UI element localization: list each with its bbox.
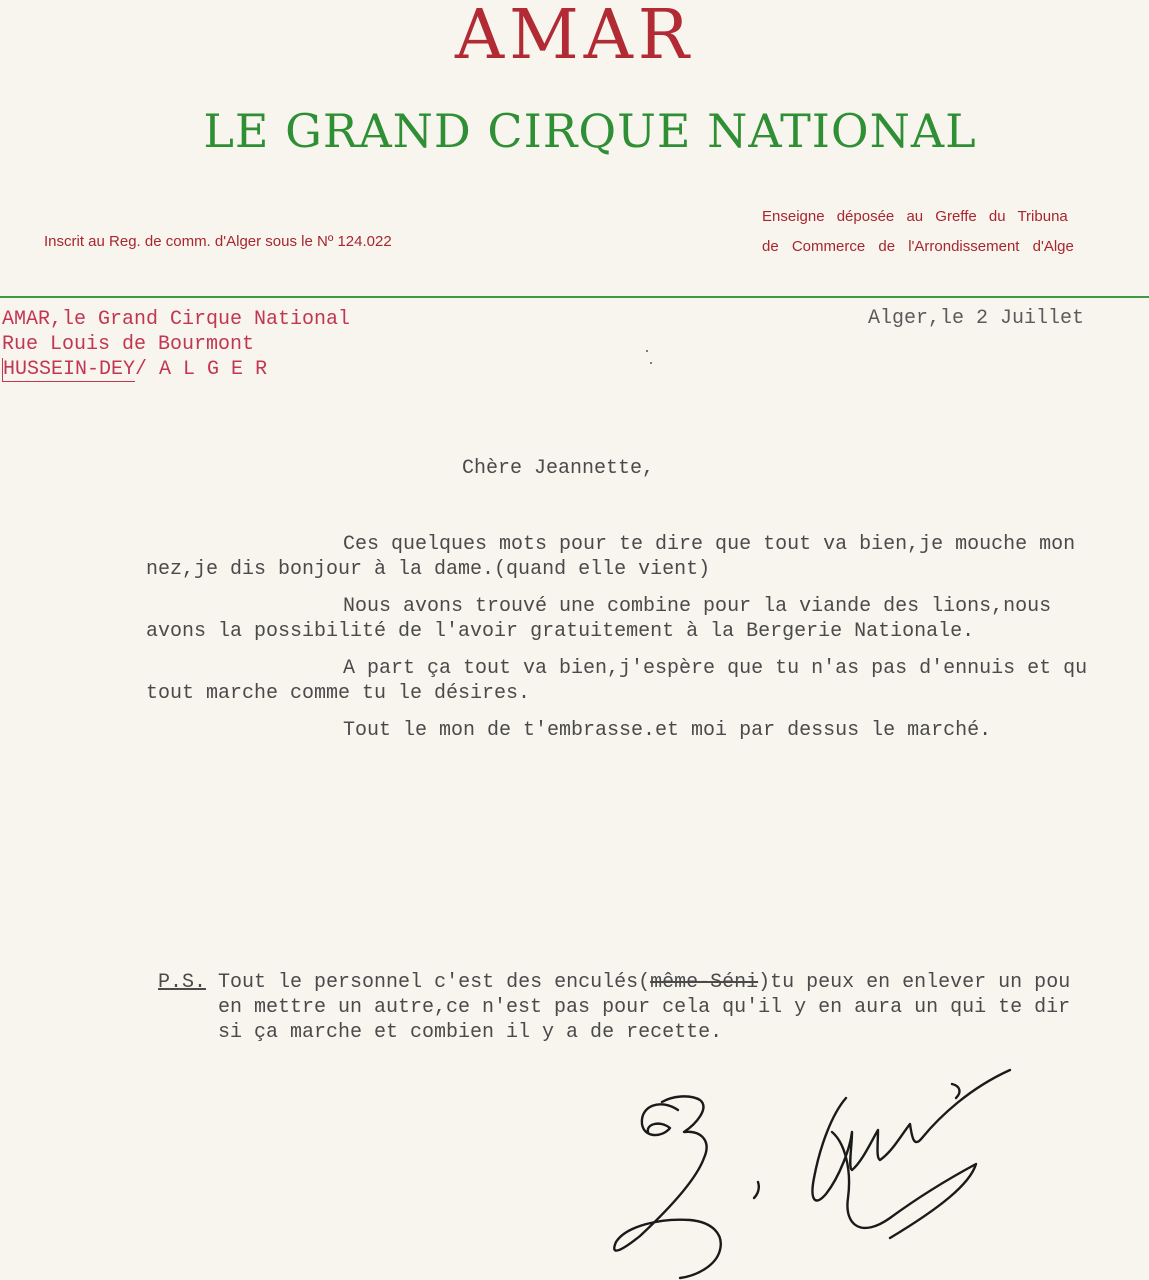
sender-line-2: Rue Louis de Bourmont bbox=[2, 333, 255, 356]
trademark-line-2: de Commerce de l'Arrondissement d'Alge bbox=[762, 238, 1074, 255]
salutation: Chère Jeannette, bbox=[462, 457, 655, 480]
letterhead-brand: AMAR bbox=[454, 0, 695, 75]
letterhead-subtitle: LE GRAND CIRQUE NATIONAL bbox=[203, 104, 977, 158]
body-line-2: nez,je dis bonjour à la dame.(quand elle vient) bbox=[146, 558, 711, 581]
handwritten-signature-icon bbox=[600, 1058, 1040, 1280]
letter-date: Alger,le 2 Juillet bbox=[868, 307, 1085, 330]
body-line-4: avons la possibilité de l'avoir gratuitement à la Bergerie Nationale. bbox=[146, 620, 975, 643]
registration-note: Inscrit au Reg. de comm. d'Alger sous le Nº 124.022 bbox=[44, 233, 392, 250]
sender-district: HUSSEIN-DEY bbox=[3, 358, 136, 381]
header-divider bbox=[0, 296, 1149, 298]
sender-address bbox=[2, 307, 350, 382]
body-line-5: A part ça tout va bien,j'espère que tu n'as pas d'ennuis et qu bbox=[343, 657, 1088, 680]
postscript-line-2: en mettre un autre,ce n'est pas pour cela qu'il y en aura un qui te dir bbox=[218, 996, 1071, 1019]
body-line-6: tout marche comme tu le désires. bbox=[146, 682, 531, 705]
paper-speck bbox=[650, 362, 652, 364]
body-line-7: Tout le mon de t'embrasse.et moi par dessus le marché. bbox=[343, 719, 992, 742]
postscript-label: P.S. bbox=[158, 971, 207, 994]
postscript-line-1 bbox=[158, 970, 1070, 995]
postscript-line-3: si ça marche et combien il y a de recette. bbox=[218, 1021, 723, 1044]
sender-separator: / bbox=[135, 358, 148, 381]
postscript-text-a: Tout le personnel c'est des enculés( bbox=[218, 971, 651, 994]
postscript-struck-text: même-Séni bbox=[650, 971, 759, 994]
postscript-text-b: )tu peux en enlever un pou bbox=[758, 971, 1071, 994]
trademark-line-1: Enseigne déposée au Greffe du Tribuna bbox=[762, 208, 1068, 225]
sender-line-1: AMAR,le Grand Cirque National bbox=[2, 308, 351, 331]
sender-city: A L G E R bbox=[147, 358, 268, 381]
body-line-3: Nous avons trouvé une combine pour la viande des lions,nous bbox=[343, 595, 1052, 618]
body-line-1: Ces quelques mots pour te dire que tout va bien,je mouche mon bbox=[343, 533, 1076, 556]
paper-speck bbox=[646, 350, 648, 352]
trademark-note bbox=[762, 202, 1149, 262]
